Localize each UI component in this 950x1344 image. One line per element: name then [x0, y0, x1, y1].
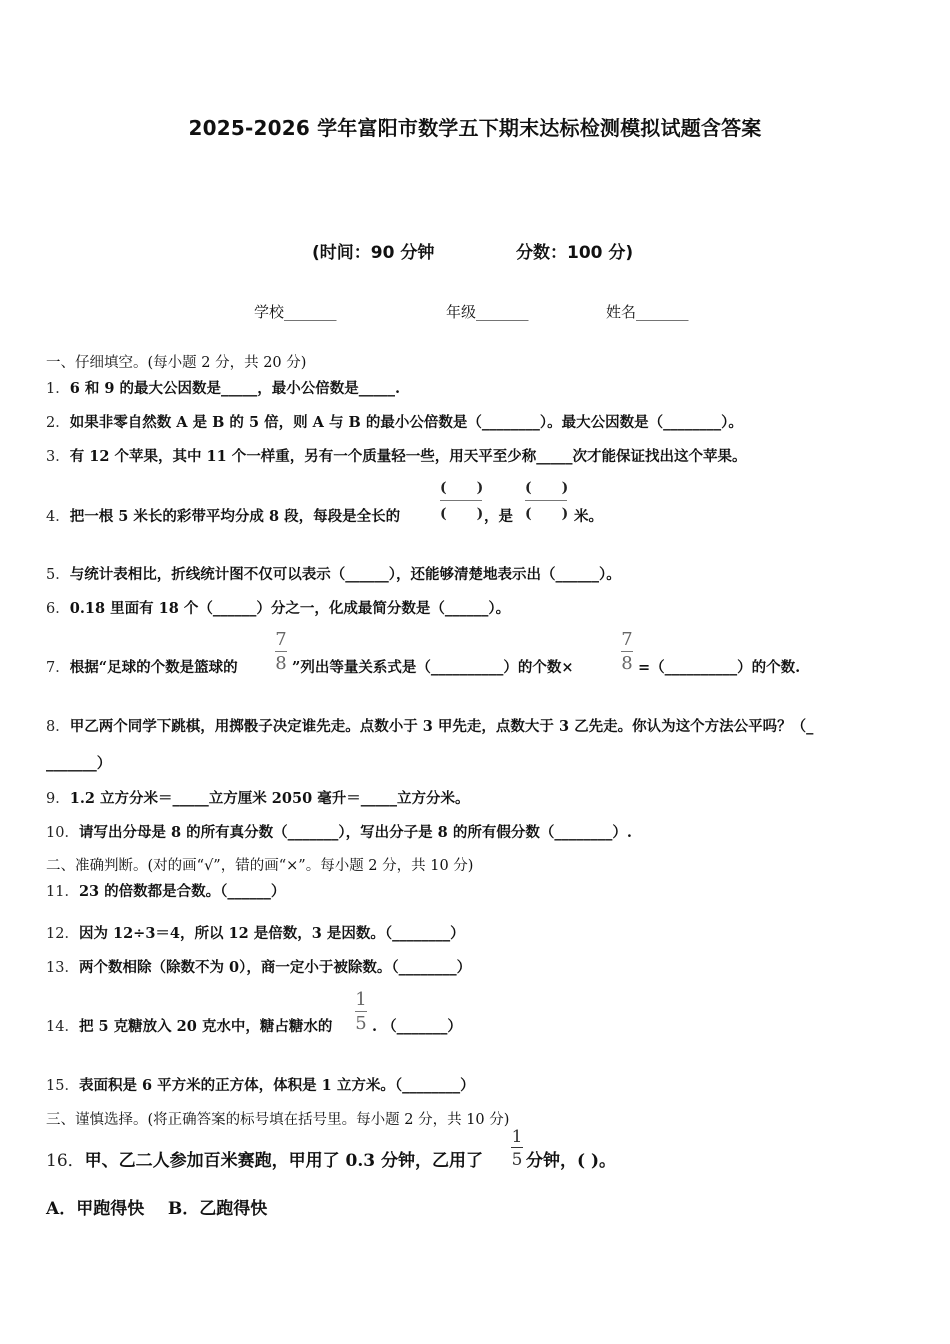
question-number: 2． [46, 415, 70, 431]
question-number: 5． [46, 567, 70, 583]
fraction-bar [525, 500, 567, 501]
question-number: 9． [46, 791, 70, 807]
fraction-denominator: 8 [275, 653, 287, 674]
question-number: 14． [46, 1019, 79, 1035]
question-text: 表面积是 6 平方米的正方体，体积是 1 立方米。（________） [78, 1077, 475, 1094]
question-text: 两个数相除（除数不为 0），商一定小于被除数。（________） [78, 959, 472, 976]
question-10 [46, 821, 632, 842]
question-number: 13． [46, 960, 79, 976]
question-text: =（__________）的个数. [638, 659, 801, 676]
question-16 [46, 1146, 483, 1171]
fraction-bar [275, 651, 287, 652]
question-13 [46, 956, 471, 977]
section-heading-2: 二、准确判断。(对的画“√”，错的画“×”。每小题 2 分，共 10 分) [46, 858, 474, 874]
question-text: . （_______） [372, 1018, 462, 1035]
section-heading-3: 三、谨慎选择。(将正确答案的标号填在括号里。每小题 2 分，共 10 分) [46, 1112, 510, 1128]
question-text: 因为 12÷3＝4，所以 12 是倍数，3 是因数。（________） [78, 925, 465, 942]
question-number: 12． [46, 926, 79, 942]
fraction-bar [440, 500, 482, 501]
fraction-bar [621, 651, 633, 652]
question-7 [46, 656, 238, 677]
question-text: 甲、乙二人参加百米赛跑，甲用了 0.3 分钟，乙用了 [84, 1151, 484, 1171]
question-number: 11． [46, 884, 79, 900]
fraction-numerator: 1 [355, 989, 367, 1010]
question-2 [46, 411, 743, 432]
question-text: 把 5 克糖放入 20 克水中，糖占糖水的 [78, 1018, 333, 1035]
fraction-numerator: 7 [275, 629, 287, 650]
blank-numerator-2[interactable]: ( ) [525, 480, 569, 496]
fraction-denominator: 5 [511, 1150, 523, 1170]
question-text: 把一根 5 米长的彩带平均分成 8 段，每段是全长的 [69, 508, 401, 525]
question-3 [46, 445, 747, 466]
question-text: 有 12 个苹果，其中 11 个一样重，另有一个质量轻一些，用天平至少称_____次才能保证找出这个苹果。 [69, 448, 747, 465]
question-text-continued: _______） [46, 755, 112, 772]
grade-field[interactable]: 年级_______ [446, 303, 529, 321]
question-text: 与统计表相比，折线统计图不仅可以表示（______），还能够清楚地表示出（______）。 [69, 566, 621, 583]
question-text: 请写出分母是 8 的所有真分数（_______），写出分子是 8 的所有假分数（________）. [78, 824, 632, 841]
question-number: 8． [46, 719, 70, 735]
exam-score: 分数：100 分) [516, 243, 634, 263]
question-text: 0.18 里面有 18 个（______）分之一，化成最简分数是（______）。 [69, 600, 511, 617]
question-6 [46, 597, 510, 618]
question-number: 3． [46, 449, 70, 465]
fraction-numerator: 1 [511, 1127, 523, 1147]
question-14 [46, 1015, 332, 1036]
question-4 [46, 505, 400, 526]
question-text: 23 的倍数都是合数。（______） [78, 883, 286, 900]
fraction-bar [355, 1011, 367, 1012]
question-number: 4． [46, 509, 70, 525]
question-number: 15． [46, 1078, 79, 1094]
question-text: 甲乙两个同学下跳棋，用掷骰子决定谁先走。点数小于 3 甲先走，点数大于 3 乙先走。你认为这个方法公平吗？（_ [69, 718, 814, 735]
question-1 [46, 377, 400, 398]
section-heading-1: 一、仔细填空。(每小题 2 分，共 20 分) [46, 355, 307, 371]
question-number: 6． [46, 601, 70, 617]
question-text: 米。 [574, 508, 603, 525]
question-15 [46, 1074, 475, 1095]
question-number: 7． [46, 660, 70, 676]
question-text: 6 和 9 的最大公因数是_____，最小公倍数是_____. [69, 380, 401, 397]
page-title: 2025-2026 学年富阳市数学五下期末达标检测模拟试题含答案 [188, 116, 762, 140]
question-text: 根据“足球的个数是篮球的 [69, 659, 238, 676]
question-text: 如果非零自然数 A 是 B 的 5 倍，则 A 与 B 的最小公倍数是（________）。最大公因数是（________）。 [69, 414, 743, 431]
exam-time: (时间：90 分钟 [312, 243, 435, 263]
question-text: ”列出等量关系式是（__________）的个数× [292, 659, 574, 676]
fraction-bar [511, 1147, 523, 1148]
question-9 [46, 787, 469, 808]
blank-denominator-2[interactable]: ( ) [525, 506, 569, 522]
question-text: ，是 [484, 508, 513, 525]
question-8 [46, 715, 813, 736]
blank-numerator-1[interactable]: ( ) [440, 480, 484, 496]
question-5 [46, 563, 621, 584]
fraction-numerator: 7 [621, 629, 633, 650]
question-number: 10． [46, 825, 79, 841]
question-11 [46, 880, 285, 901]
question-number: 16． [46, 1151, 85, 1171]
name-field[interactable]: 姓名_______ [606, 303, 689, 321]
fraction-denominator: 5 [355, 1013, 367, 1034]
question-12 [46, 922, 465, 943]
answer-options: A．甲跑得快 B．乙跑得快 [46, 1199, 268, 1219]
school-field[interactable]: 学校_______ [254, 303, 337, 321]
question-number: 1． [46, 381, 70, 397]
fraction-denominator: 8 [621, 653, 633, 674]
question-text: 1.2 立方分米＝_____立方厘米 2050 毫升＝_____立方分米。 [69, 790, 470, 807]
question-text: 分钟，( )。 [526, 1151, 617, 1171]
blank-denominator-1[interactable]: ( ) [440, 506, 484, 522]
